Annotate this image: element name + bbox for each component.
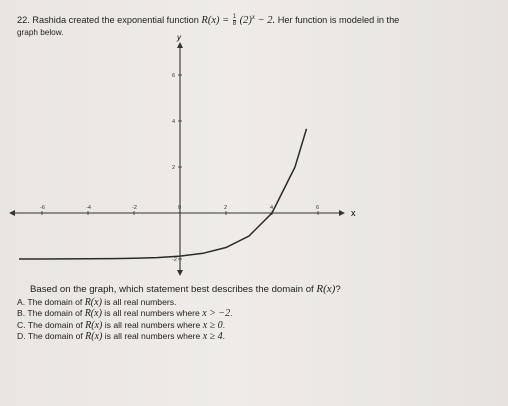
- question-prompt: [30, 283, 341, 295]
- answer-choice-a[interactable]: [17, 297, 233, 308]
- prompt-end: ?: [335, 284, 341, 295]
- fraction-numerator: 1: [232, 14, 237, 21]
- answer-c-text: is all real numbers where: [104, 319, 201, 330]
- question-intro-end: Her function is modeled in the: [277, 15, 400, 26]
- function-base: (2): [239, 15, 252, 27]
- answer-a-function: R(x): [84, 297, 102, 308]
- x-tick-label: 6: [316, 205, 320, 211]
- graph-svg: [30, 33, 370, 285]
- fraction-denominator: 8: [232, 21, 237, 28]
- function-fraction: [233, 14, 236, 27]
- function-tail: − 2.: [257, 15, 276, 27]
- x-axis-arrow-left: [9, 210, 15, 216]
- answer-d-prefix: D. The domain of: [17, 331, 83, 342]
- function-curve: [19, 129, 307, 259]
- answer-d-condition: x ≥ 4: [202, 331, 223, 343]
- answer-b-prefix: B. The domain of: [17, 308, 83, 319]
- prompt-text: Based on the graph, which statement best describes the domain of: [30, 284, 314, 295]
- x-tick-label: -4: [86, 205, 91, 211]
- answer-choice-b[interactable]: [17, 308, 233, 319]
- answer-c-condition: x ≥ 0: [202, 319, 223, 331]
- function-graph: [30, 33, 370, 285]
- y-tick-label: -2: [172, 257, 177, 263]
- answer-b-text: is all real numbers where: [104, 308, 200, 319]
- answer-c-prefix: C. The domain of: [17, 319, 83, 330]
- x-tick-label: -2: [132, 205, 137, 211]
- x-axis-arrow: [339, 210, 345, 216]
- answer-choices: [17, 297, 233, 343]
- answer-choice-c[interactable]: [17, 320, 233, 331]
- answer-a-text: is all real numbers.: [104, 297, 177, 307]
- answer-d-text: is all real numbers where: [104, 331, 201, 342]
- x-tick-label: 2: [224, 205, 228, 211]
- prompt-math: R(x): [316, 283, 336, 295]
- y-tick-label: 4: [172, 119, 176, 125]
- y-axis-arrow-down: [177, 270, 183, 276]
- answer-choice-d[interactable]: [17, 331, 233, 342]
- answer-d-end: .: [222, 331, 226, 342]
- y-tick-label: 2: [172, 165, 176, 171]
- question-text: [17, 12, 497, 39]
- y-axis-arrow: [177, 42, 183, 48]
- question-intro: Rashida created the exponential function: [32, 15, 199, 26]
- answer-c-function: R(x): [85, 319, 103, 331]
- question-line-2: graph below.: [17, 28, 64, 38]
- x-tick-label: 4: [270, 205, 274, 211]
- answer-a-prefix: A. The domain of: [17, 297, 83, 307]
- x-axis-label: x: [351, 208, 356, 218]
- answer-d-function: R(x): [85, 331, 103, 343]
- y-tick-label: 6: [172, 73, 176, 79]
- x-tick-label: -6: [40, 205, 45, 211]
- answer-b-end: .: [230, 308, 233, 319]
- x-tick-label: 0: [178, 205, 182, 211]
- answer-c-end: .: [222, 319, 226, 330]
- function-lhs: R(x) =: [201, 15, 230, 27]
- y-axis-label: y: [177, 33, 181, 42]
- answer-b-function: R(x): [84, 308, 102, 320]
- question-number: 22.: [17, 15, 30, 26]
- answer-b-condition: x > −2: [202, 308, 231, 320]
- function-exponent: x: [251, 13, 256, 21]
